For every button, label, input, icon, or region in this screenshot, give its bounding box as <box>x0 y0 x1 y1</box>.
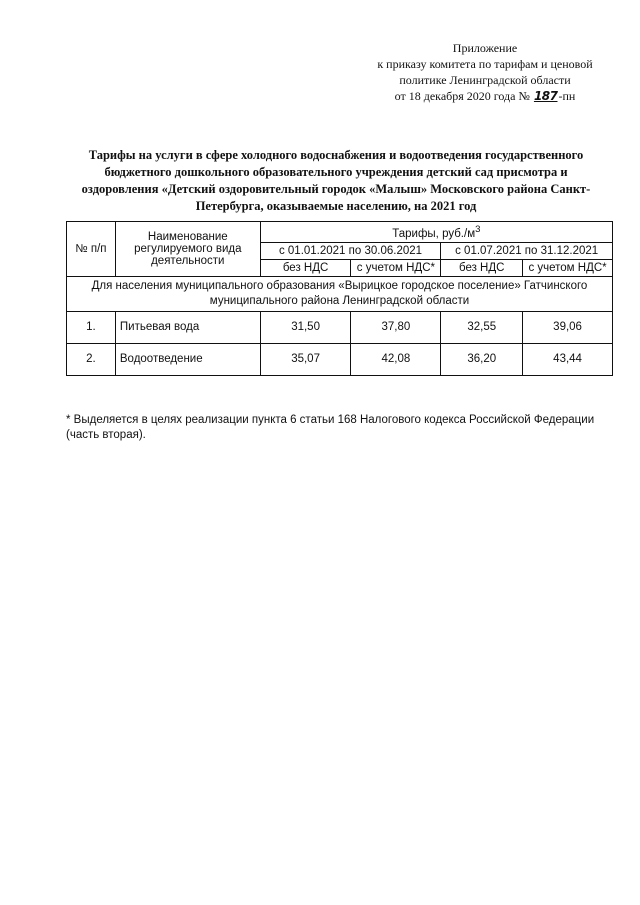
row-p2-vat: 39,06 <box>523 311 613 343</box>
appendix-date: от 18 декабря 2020 года № <box>394 89 530 103</box>
header-tariffs-label: Тарифы, руб./м <box>392 227 476 240</box>
row-name: Водоотведение <box>115 343 260 375</box>
row-p1-vat: 42,08 <box>351 343 441 375</box>
appendix-label: Приложение <box>452 41 518 55</box>
row-name: Питьевая вода <box>115 311 260 343</box>
appendix-order-line: к приказу комитета по тарифам и ценовой <box>377 57 593 71</box>
table-header-row <box>67 222 613 243</box>
header-p2-with-vat: с учетом НДС* <box>523 259 613 276</box>
header-period-2: с 01.07.2021 по 31.12.2021 <box>441 242 613 259</box>
appendix-date-line <box>360 88 610 104</box>
footnote: * Выделяется в целях реализации пункта 6 статьи 168 Налогового кодекса Российской Федерации (часть вторая). <box>66 414 595 441</box>
row-p2-no-vat: 32,55 <box>441 311 523 343</box>
table-row <box>67 343 613 375</box>
row-p2-no-vat: 36,20 <box>441 343 523 375</box>
row-num: 2. <box>67 343 116 375</box>
header-tariffs-sup: 3 <box>475 224 481 235</box>
header-p1-without-vat: без НДС <box>260 259 351 276</box>
region-cell: Для населения муниципального образования «Вырицкое городское поселение» Гатчинского муниципального района Ленинградской области <box>67 276 613 311</box>
order-number: 187 <box>533 89 558 103</box>
row-p1-no-vat: 31,50 <box>260 311 351 343</box>
row-p2-vat: 43,44 <box>523 343 613 375</box>
document-title: Тарифы на услуги в сфере холодного водоснабжения и водоотведения государственного бюджетного дошкольного образовательного учреждения детский сад присмотра и оздоровления «Детский оздоровительный городок «Малыш» Московского района Санкт-Петербурга, оказываемые населению, на 2021 год <box>81 148 591 213</box>
appendix-header <box>360 40 610 104</box>
header-p2-without-vat: без НДС <box>441 259 523 276</box>
region-row <box>67 276 613 311</box>
table-row <box>67 311 613 343</box>
appendix-committee-line: политике Ленинградской области <box>399 73 571 87</box>
header-p1-with-vat: с учетом НДС* <box>351 259 441 276</box>
order-suffix: -пн <box>558 89 576 103</box>
row-p1-no-vat: 35,07 <box>260 343 351 375</box>
header-period-1: с 01.01.2021 по 30.06.2021 <box>260 242 441 259</box>
header-num: № п/п <box>67 222 116 277</box>
tariffs-table <box>66 221 613 376</box>
row-num: 1. <box>67 311 116 343</box>
row-p1-vat: 37,80 <box>351 311 441 343</box>
header-activity: Наименование регулируемого вида деятельности <box>115 222 260 277</box>
header-tariffs <box>260 222 612 243</box>
